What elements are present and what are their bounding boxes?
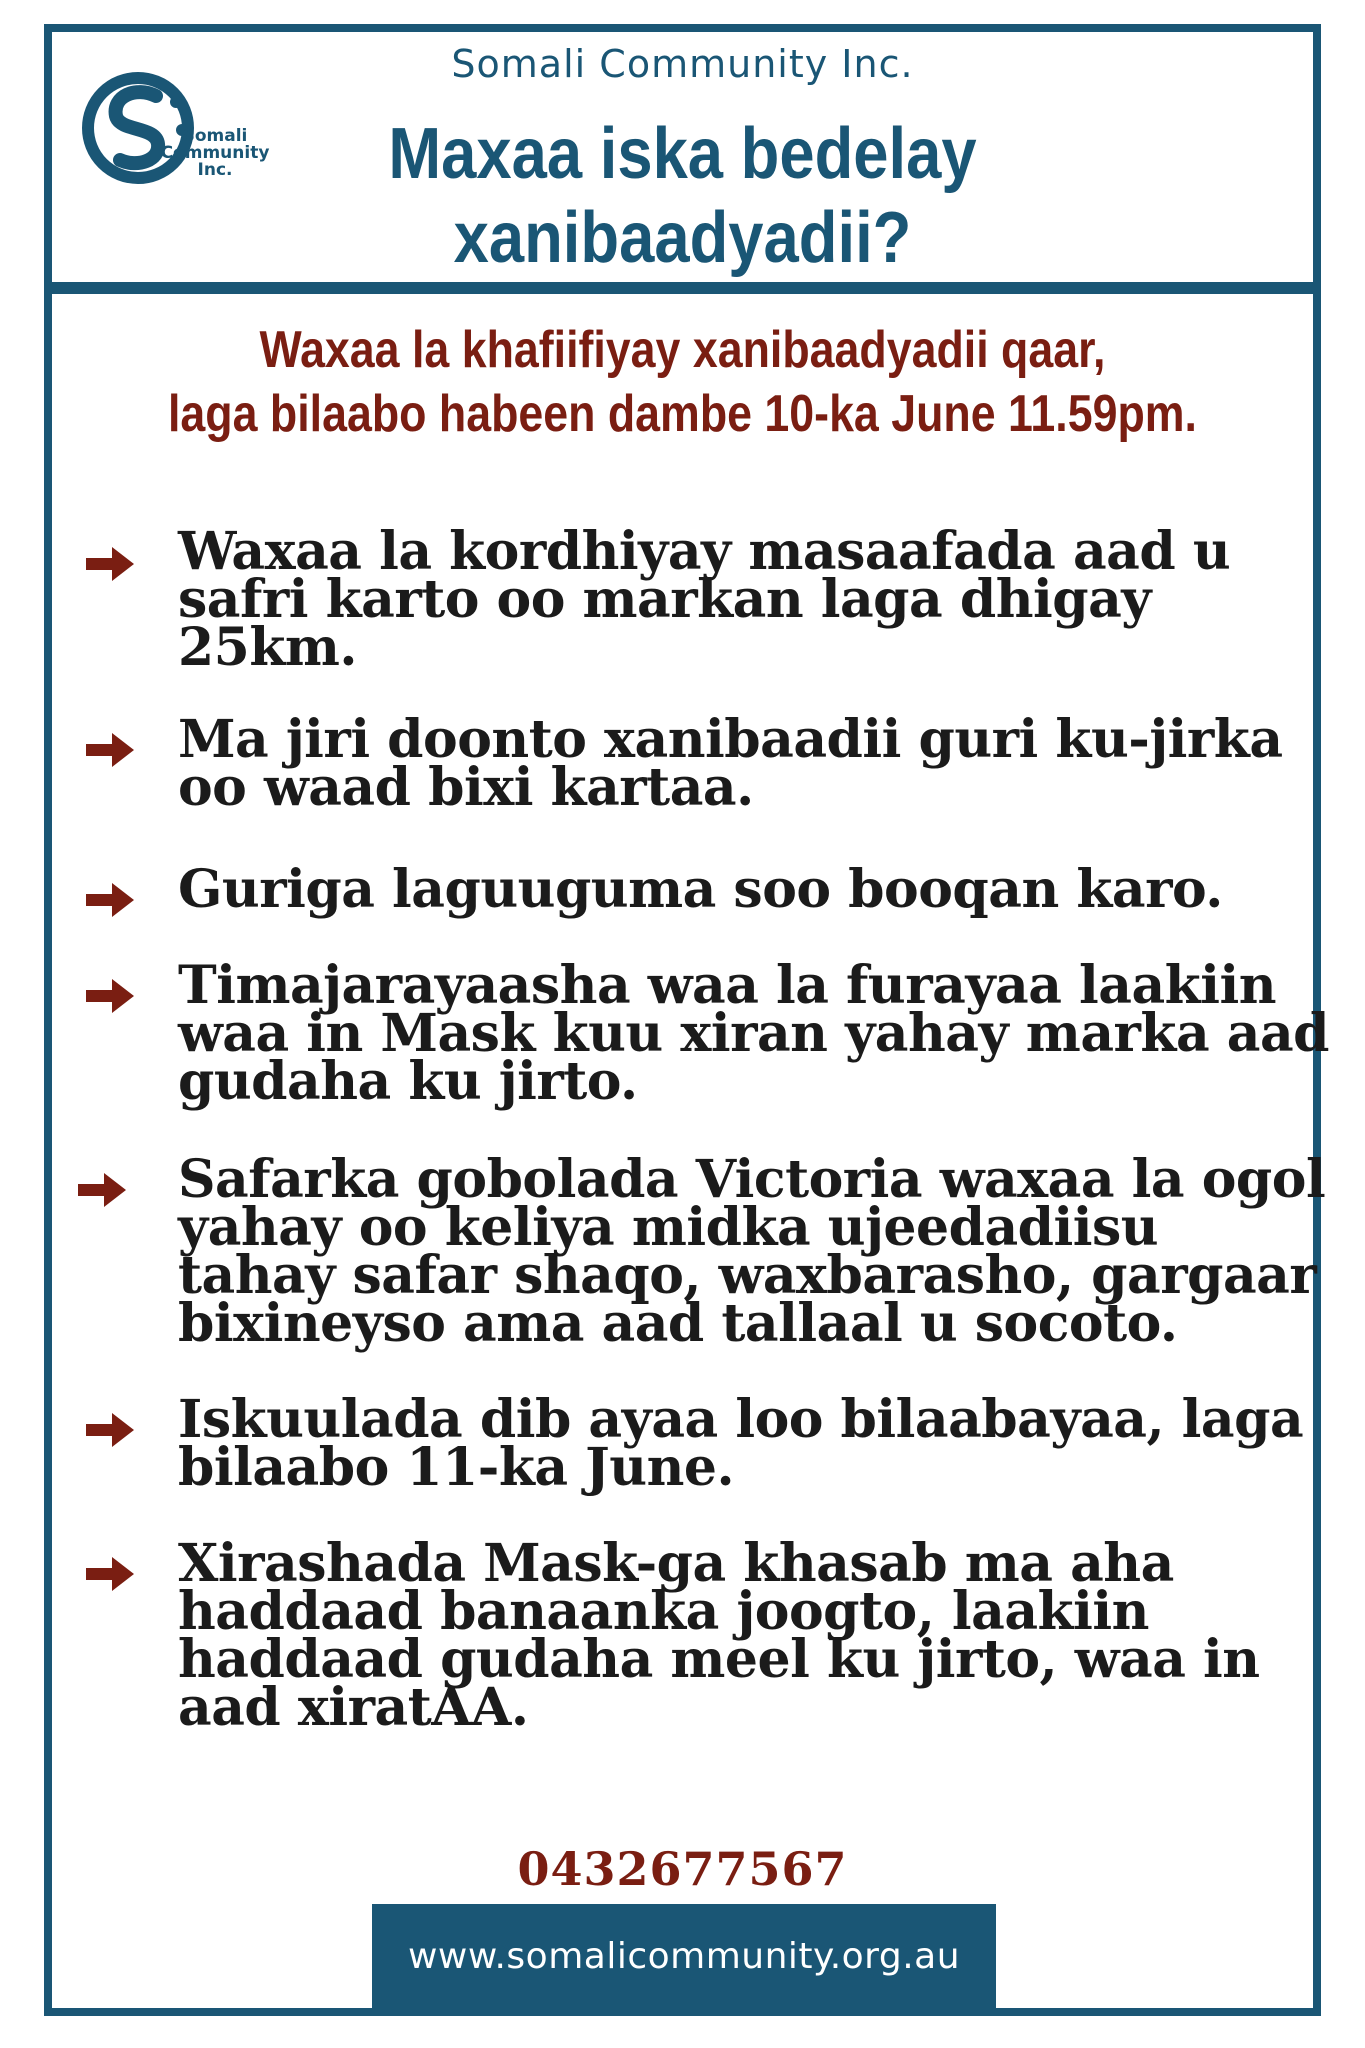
right-arrow-icon (76, 1170, 128, 1210)
right-arrow-icon (84, 730, 136, 770)
poster-subtitle: Waxaa la khafiifiyay xanibaadyadii qaar, laga bilaabo habeen dambe 10-ka June 11.59pm. (168, 321, 1197, 443)
logo-text: Somali Community Inc. (160, 126, 270, 180)
website-banner[interactable] (372, 1904, 996, 2008)
website-link[interactable]: www.somalicommunity.org.au (407, 1935, 961, 1977)
right-arrow-icon (84, 1554, 136, 1594)
right-arrow-icon (84, 1410, 136, 1450)
right-arrow-icon (84, 544, 136, 584)
right-arrow-icon (84, 976, 136, 1016)
phone-number: 0432677567 (517, 1842, 848, 1896)
right-arrow-icon (84, 880, 136, 920)
org-name: Somali Community Inc. (451, 42, 914, 86)
poster-title: Maxaa iska bedelay xanibaadyadii? (388, 114, 977, 278)
header-divider (44, 282, 1321, 294)
